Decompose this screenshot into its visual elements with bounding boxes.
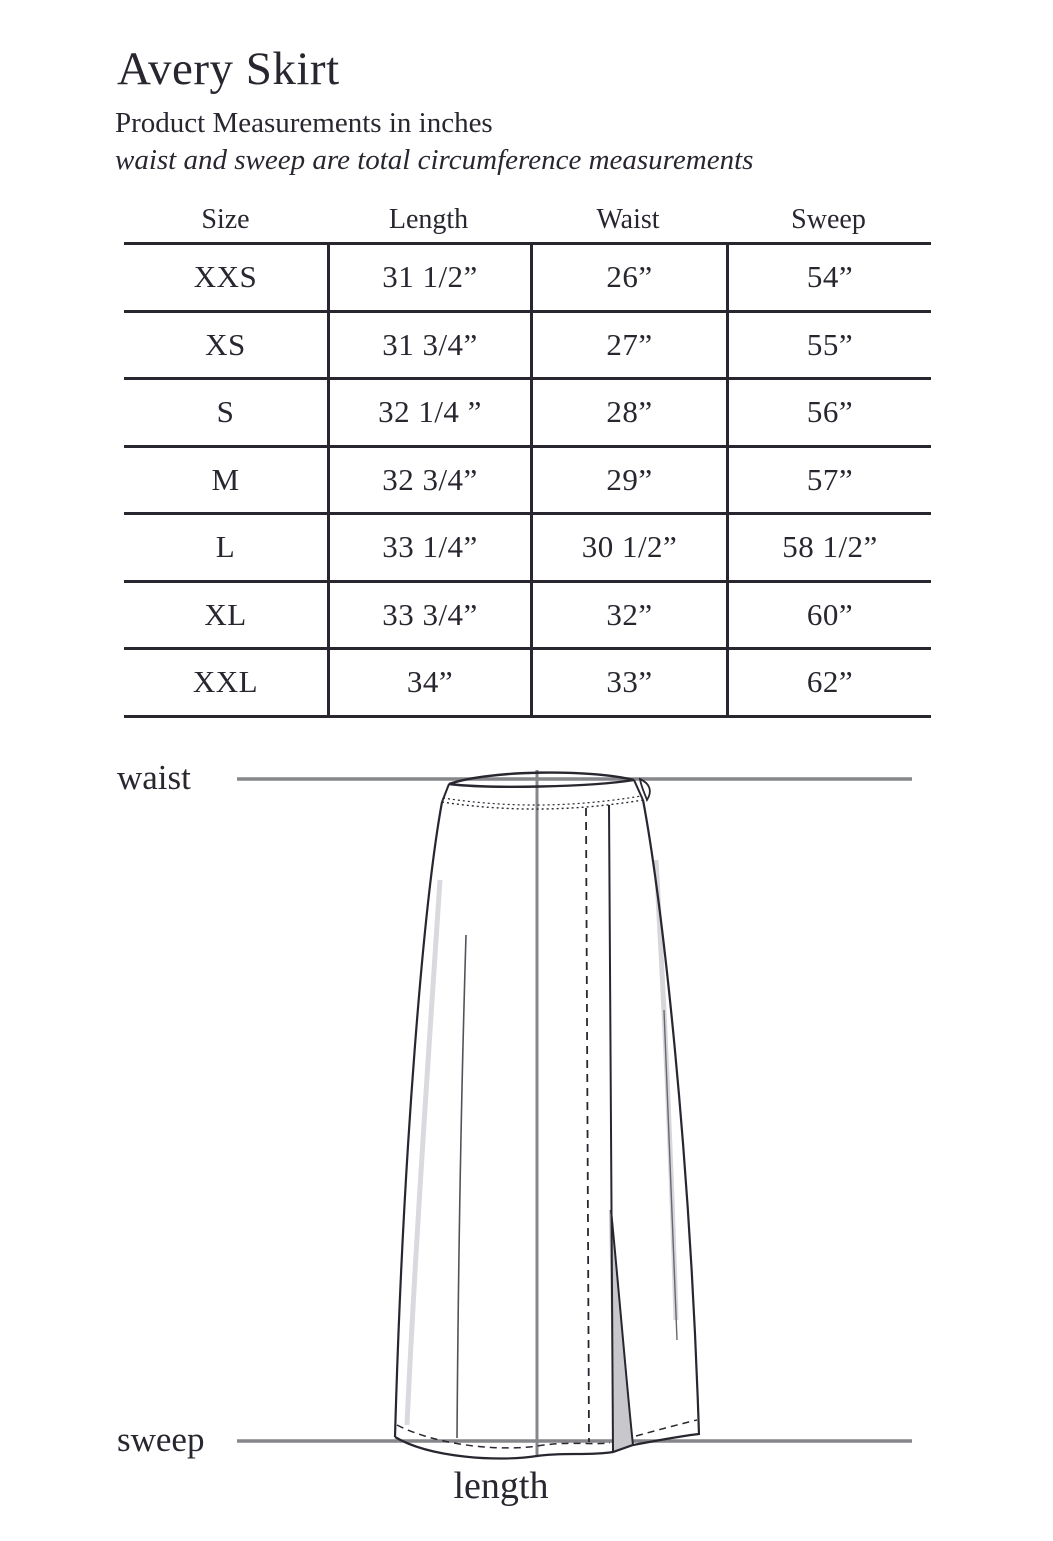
length-cell: 34”	[327, 650, 530, 715]
waist-cell: 26”	[530, 245, 726, 310]
sweep-cell: 58 1/2”	[726, 515, 931, 580]
size-cell: XXS	[193, 259, 258, 295]
size-cell: XS	[205, 326, 246, 362]
left-seam-shading	[407, 880, 440, 1425]
size-cell: L	[215, 529, 236, 565]
page-title: Avery Skirt	[117, 43, 340, 95]
column-header-length: Length	[388, 204, 469, 235]
size-cell: S	[216, 394, 235, 430]
size-cell: XL	[204, 596, 247, 632]
slit-stitch-dashed-line	[586, 808, 589, 1442]
length-cell: 31 1/2”	[327, 245, 530, 310]
waistband-stitch-line	[442, 800, 643, 809]
waist-cell: 33”	[530, 650, 726, 715]
waist-cell: 29”	[530, 448, 726, 513]
length-cell: 32 3/4”	[327, 448, 530, 513]
waist-cell: 27”	[530, 313, 726, 378]
length-cell: 33 1/4”	[327, 515, 530, 580]
sweep-cell: 54”	[726, 245, 931, 310]
length-cell: 32 1/4 ”	[327, 380, 530, 445]
column-header-waist: Waist	[596, 204, 660, 235]
sweep-cell: 55”	[726, 313, 931, 378]
sweep-cell: 56”	[726, 380, 931, 445]
waist-cell: 28”	[530, 380, 726, 445]
size-cell: XXL	[192, 664, 259, 700]
skirt-left-seam	[395, 802, 442, 1437]
sweep-cell: 57”	[726, 448, 931, 513]
page-subtitle: Product Measurements in inches	[115, 107, 493, 139]
slit-edge-line	[609, 805, 613, 1452]
sweep-cell: 62”	[726, 650, 931, 715]
column-header-size: Size	[201, 204, 250, 235]
hem-line	[395, 1434, 699, 1459]
size-cell: M	[211, 461, 240, 497]
sweep-cell: 60”	[726, 583, 931, 648]
fold-crease-left	[457, 935, 466, 1438]
waist-cell: 30 1/2”	[530, 515, 726, 580]
length-cell: 33 3/4”	[327, 583, 530, 648]
length-label: length	[453, 1465, 549, 1507]
waist-label: waist	[117, 758, 191, 797]
hem-stitch-line-right	[636, 1420, 697, 1436]
measurement-note: waist and sweep are total circumference measurements	[115, 144, 754, 176]
hem-stitch-line-left	[397, 1425, 610, 1448]
waist-cell: 32”	[530, 583, 726, 648]
length-cell: 31 3/4”	[327, 313, 530, 378]
sweep-label: sweep	[117, 1420, 205, 1459]
column-header-sweep: Sweep	[791, 204, 866, 235]
waistband-stitch-line-upper	[443, 796, 641, 805]
